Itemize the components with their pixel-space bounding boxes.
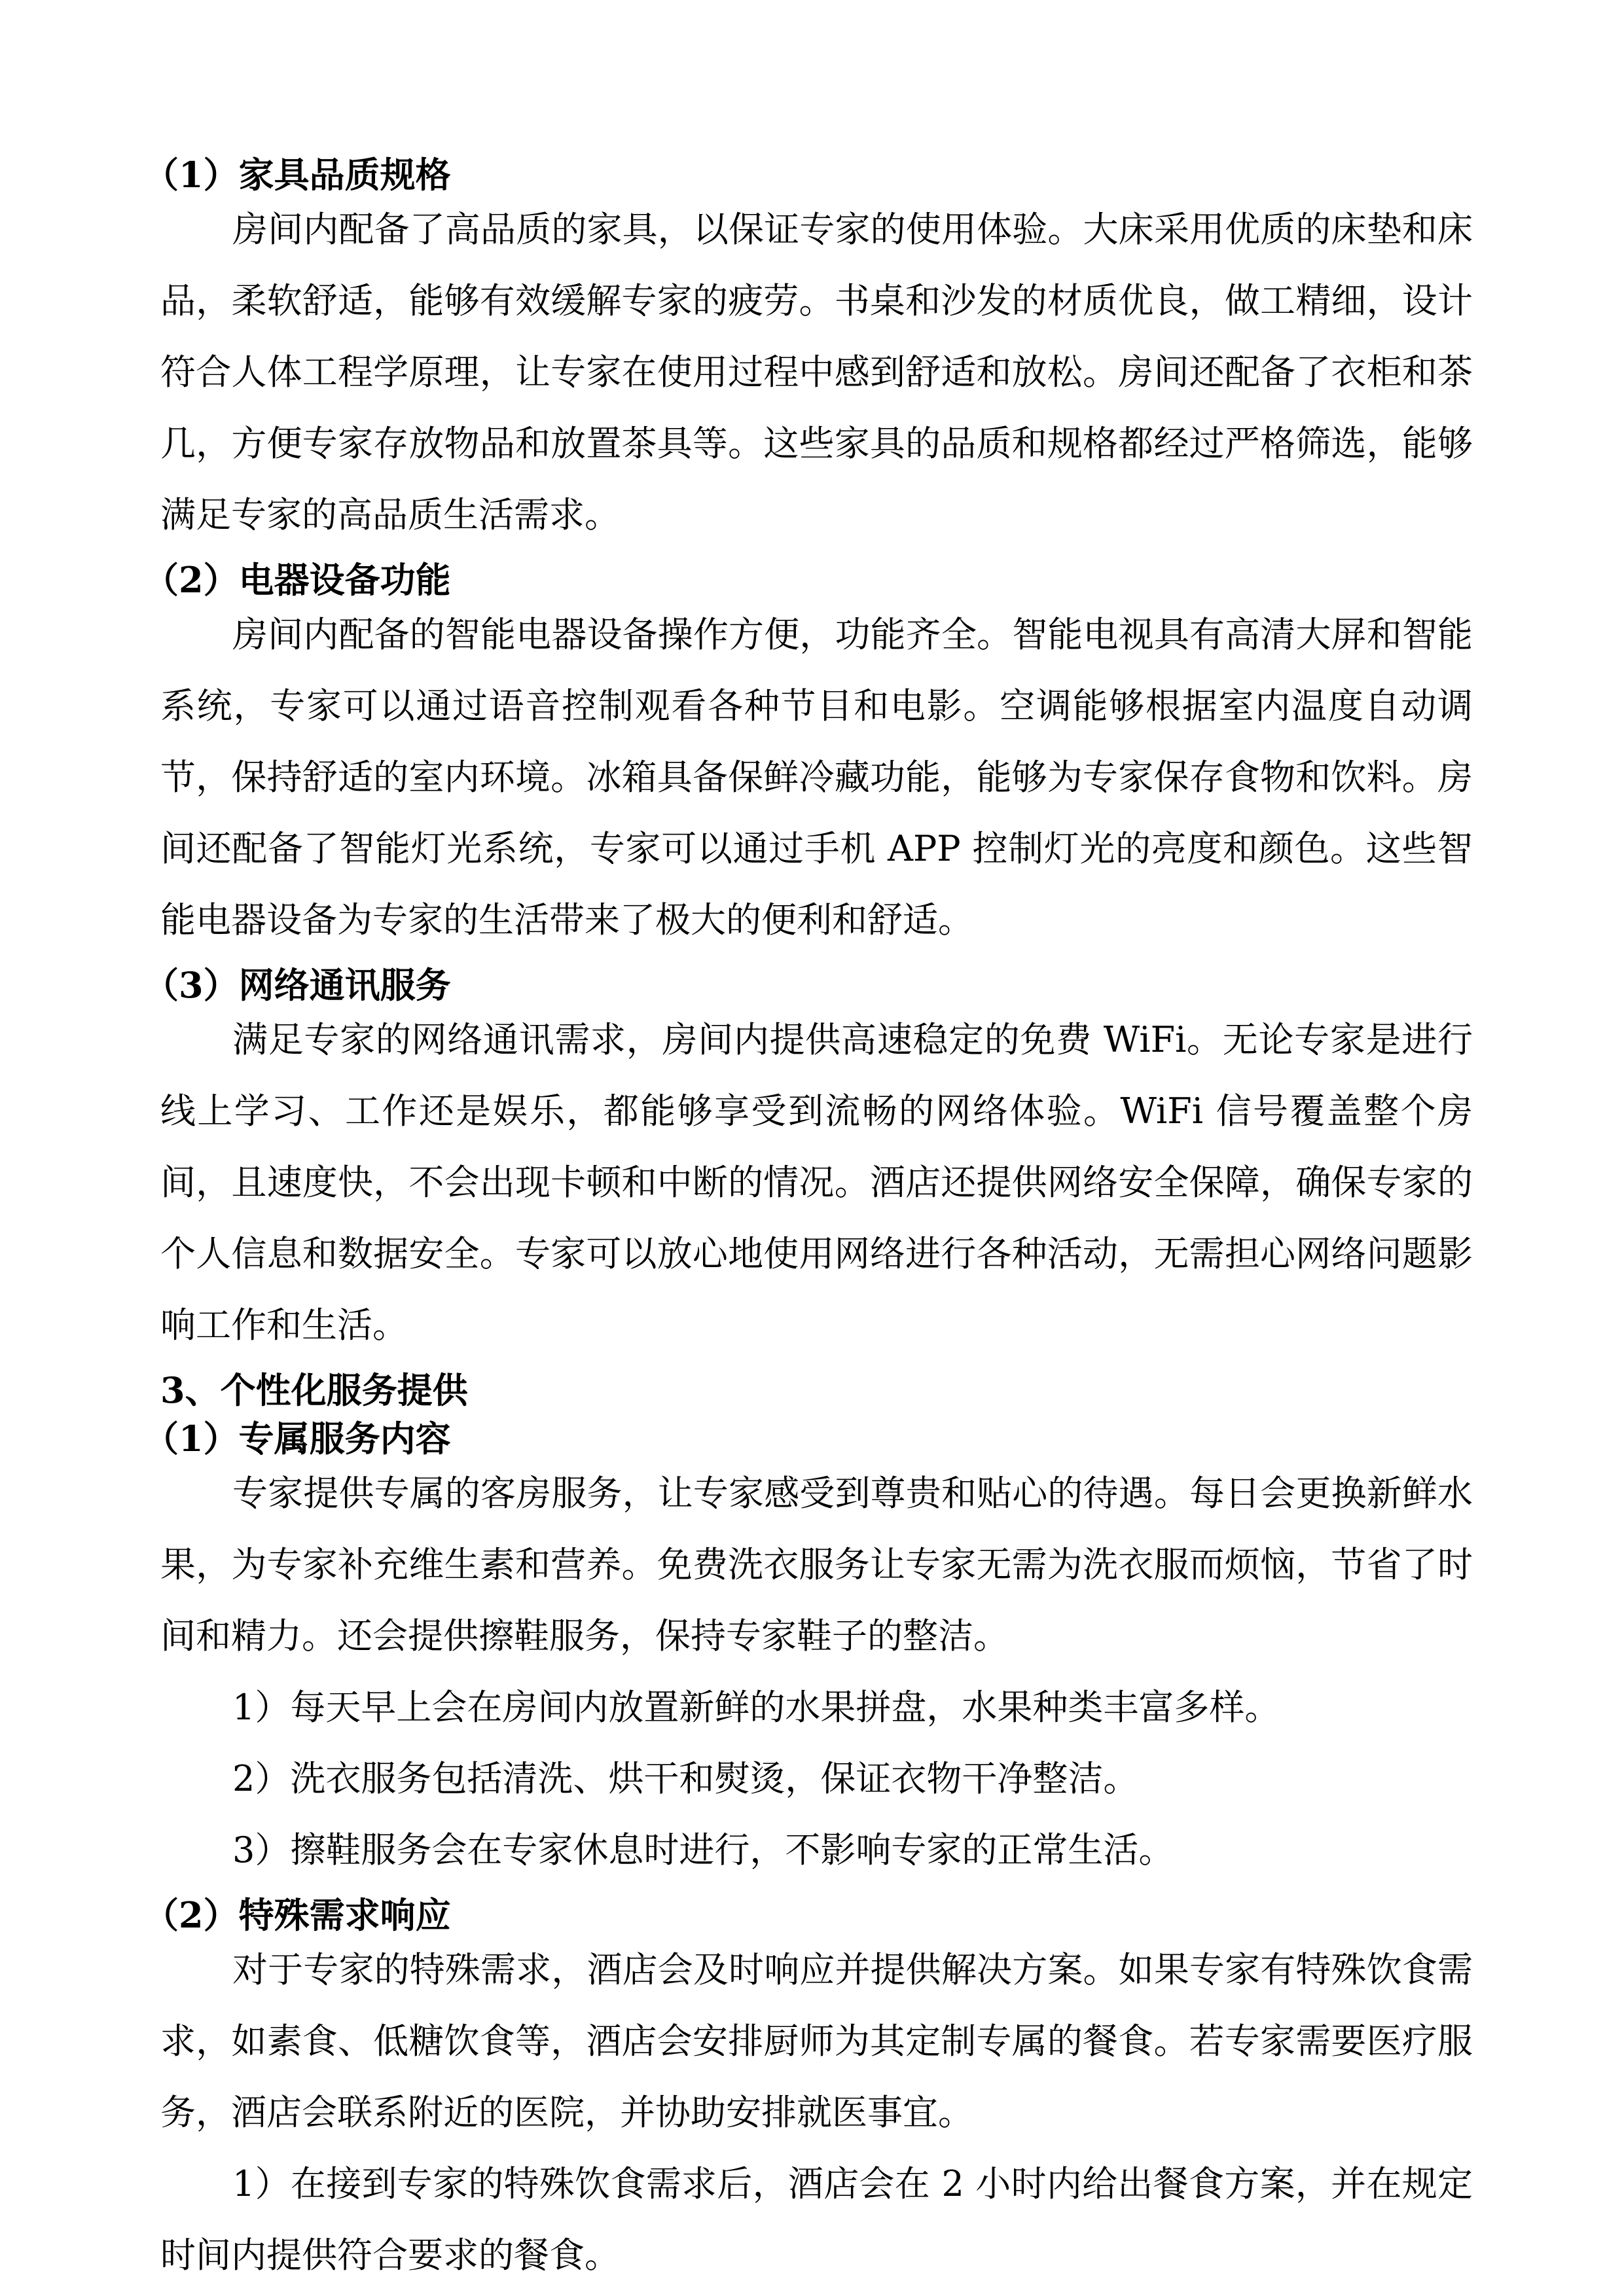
section-heading: 3、个性化服务提供: [160, 1369, 468, 1411]
paragraph: 对于专家的特殊需求，酒店会及时响应并提供解决方案。如果专家有特殊饮食需求，如素食、低糖饮食等，酒店会安排厨师为其定制专属的餐食。若专家需要医疗服务，酒店会联系附近的医院，并协助安排就医事宜。: [160, 1949, 1473, 2133]
section-heading: （1）家具品质规格: [143, 154, 451, 196]
paragraph: 1）在接到专家的特殊饮食需求后，酒店会在 2 小时内给出餐食方案，并在规定时间内提供符合要求的餐食。: [160, 2163, 1473, 2276]
paragraph: 满足专家的网络通讯需求，房间内提供高速稳定的免费 WiFi。无论专家是进行线上学习、工作还是娱乐，都能够享受到流畅的网络体验。WiFi 信号覆盖整个房间，且速度快，不会出现卡顿和中断的情况。酒店还提供网络安全保障，确保专家的个人信息和数据安全。专家可以放心地使用网络进行各种活动，无需担心网络问题影响工作和生活。: [160, 1019, 1473, 1346]
paragraph: 3）擦鞋服务会在专家休息时进行，不影响专家的正常生活。: [232, 1829, 1174, 1871]
paragraph: 1）每天早上会在房间内放置新鲜的水果拼盘，水果种类丰富多样。: [232, 1687, 1280, 1728]
paragraph: 房间内配备的智能电器设备操作方便，功能齐全。智能电视具有高清大屏和智能系统，专家可以通过语音控制观看各种节目和电影。空调能够根据室内温度自动调节，保持舒适的室内环境。冰箱具备保鲜冷藏功能，能够为专家保存食物和饮料。房间还配备了智能灯光系统，专家可以通过手机 APP 控制灯光的亮度和颜色。这些智能电器设备为专家的生活带来了极大的便利和舒适。: [160, 614, 1473, 941]
section-heading: （3）网络通讯服务: [143, 964, 451, 1006]
section-heading: （2）电器设备功能: [143, 559, 451, 601]
paragraph: 房间内配备了高品质的家具，以保证专家的使用体验。大床采用优质的床垫和床品，柔软舒适，能够有效缓解专家的疲劳。书桌和沙发的材质优良，做工精细，设计符合人体工程学原理，让专家在使用过程中感到舒适和放松。房间还配备了衣柜和茶几，方便专家存放物品和放置茶具等。这些家具的品质和规格都经过严格筛选，能够满足专家的高品质生活需求。: [160, 209, 1473, 535]
document-page: [143, 145, 1473, 2291]
section-heading: （1）专属服务内容: [143, 1418, 451, 1460]
paragraph: 专家提供专属的客房服务，让专家感受到尊贵和贴心的待遇。每日会更换新鲜水果，为专家补充维生素和营养。免费洗衣服务让专家无需为洗衣服而烦恼，节省了时间和精力。还会提供擦鞋服务，保持专家鞋子的整洁。: [160, 1473, 1473, 1657]
section-heading: （2）特殊需求响应: [143, 1894, 451, 1936]
paragraph: 2）洗衣服务包括清洗、烘干和熨烫，保证衣物干净整洁。: [232, 1758, 1139, 1799]
